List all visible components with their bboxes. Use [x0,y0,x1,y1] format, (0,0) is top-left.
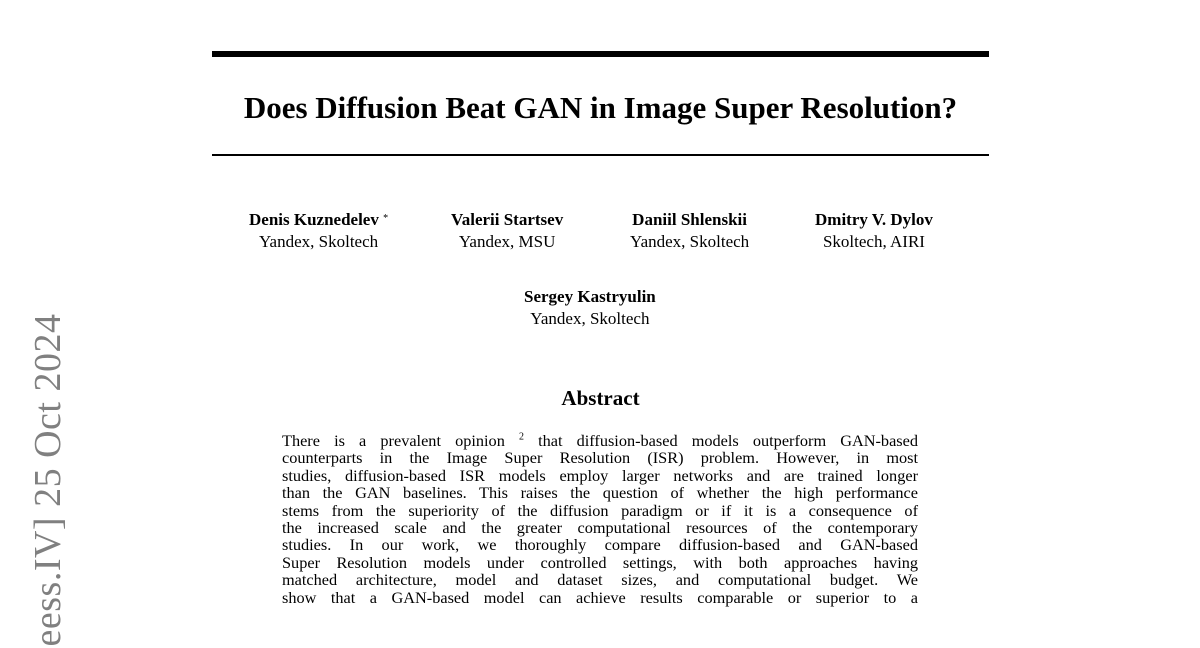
abstract-line: stems from the superiority of the diffusion paradigm or if it is a consequence of [282,500,918,520]
title-bottom-rule [212,154,989,156]
footnote-mark: * [383,213,389,224]
abstract-line: Super Resolution models under controlled settings, with both approaches having [282,552,918,572]
author-name: Valerii Startsev [451,210,564,229]
author-affiliation: Yandex, MSU [458,232,556,251]
paper-title: Does Diffusion Beat GAN in Image Super Resolution? [243,90,958,125]
arxiv-stamp: eess.IV] 25 Oct 2024 [27,313,69,647]
author-name: Daniil Shlenskii [632,210,747,229]
abstract-line: than the GAN baselines. This raises the question of whether the high performance [282,483,918,503]
title-top-rule [212,51,989,57]
abstract-line: counterparts in the Image Super Resolution (ISR) problem. However, in most [282,448,918,468]
author-block [524,286,656,330]
author-block [630,209,749,253]
author-name: Denis Kuznedelev * [249,210,389,229]
author-affiliation: Skoltech, AIRI [822,232,925,251]
author-block [451,209,563,253]
author-block [249,209,388,253]
author-affiliation: Yandex, Skoltech [258,232,379,251]
author-name: Sergey Kastryulin [524,287,656,306]
abstract-line: studies. In our work, we thoroughly compare diffusion-based and GAN-based [282,535,918,555]
abstract-line: There is a prevalent opinion $^2$ that diffusion-based models outperform GAN-based [282,431,919,450]
abstract-body [282,432,918,606]
abstract-line: studies, diffusion-based ISR models employ larger networks and are trained longer [282,465,918,485]
author-affiliation: Yandex, Skoltech [530,309,650,328]
author-name: Dmitry V. Dylov [815,210,933,229]
abstract-line: matched architecture, model and dataset sizes, and computational budget. We [282,570,918,590]
abstract-line: the increased scale and the greater computational resources of the contemporary [282,518,918,538]
author-block [815,209,933,253]
footnote-mark: 2 [518,431,524,443]
abstract-line: show that a GAN-based model can achieve results comparable or superior to a [282,587,918,607]
author-affiliation: Yandex, Skoltech [630,232,750,251]
abstract-heading: Abstract [561,386,640,410]
